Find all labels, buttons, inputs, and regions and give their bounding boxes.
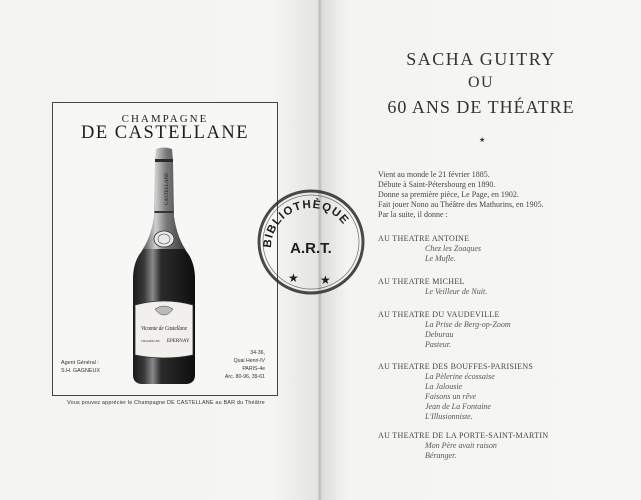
ad-address [211,349,265,381]
title-line-3: 60 ANS DE THÉATRE [387,97,575,117]
ad-address-line: 34-36, [250,350,265,356]
play-title: La Prise de Berg-op-Zoom [425,320,511,329]
stamp-center-text: A.R.T. [290,240,332,257]
label-place-text: EPERNAY [167,339,190,344]
title-line-1: SACHA GUITRY [406,49,556,69]
theatre-bouffes-parisiens [378,362,533,422]
theatre-name: AU THEATRE DU VAUDEVILLE [378,310,500,319]
ad-agent-line: Agent Général : [61,360,99,366]
label-small-text: CHAMPAGNE [141,339,160,343]
play-title: Le Veilleur de Nuit. [425,287,488,296]
ad-brand-top: CHAMPAGNE [121,113,209,125]
play-title: L'Illusionniste. [425,412,473,421]
theatre-name: AU THEATRE DE LA PORTE-SAINT-MARTIN [378,431,549,440]
intro-line: Débute à Saint-Pétersbourg en 1890. [378,180,496,189]
play-title: La Pèlerine écossaise [425,372,495,381]
ad-agent-line: S.H. GAGNEUX [61,368,100,374]
theatre-name: AU THEATRE MICHEL [378,277,465,286]
stamp-star-icon: ★ [320,273,331,287]
ad-caption: Vous pouvez apprécier le Champagne DE CASTELLANE au BAR du Théâtre [67,400,265,406]
label-script-text: Vicomte de Castellane [141,325,188,332]
theatre-name: AU THEATRE ANTOINE [378,234,470,243]
play-title: Faisons un rêve [425,392,477,401]
intro-line: Fait jouer Nono au Théâtre des Mathurins, en 1905. [378,200,544,209]
ad-address-line: PARIS-4e [242,366,265,372]
theatre-name: AU THEATRE DES BOUFFES-PARISIENS [378,362,534,371]
intro-line: Vient au monde le 21 février 1885. [378,170,490,179]
play-title: Le Mufle. [425,254,456,263]
champagne-advertisement [52,102,278,396]
library-stamp [254,186,368,298]
intro-paragraph [378,170,544,220]
ad-brand-main: DE CASTELLANE [81,123,249,143]
stamp-ring-text: BIBLIOTHÈQUE [261,198,351,249]
theatre-michel [378,277,487,297]
ad-address-line: Arc. 80-96, 39-61 [224,374,265,380]
title-line-2: OU [467,74,495,91]
play-title: Mon Père avait raison [425,441,497,450]
play-title: Pasteur. [425,340,451,349]
play-title: La Jalousie [425,382,463,391]
theatre-antoine [378,234,481,264]
champagne-bottle-illustration [131,147,197,385]
theatre-vaudeville [378,310,511,350]
intro-line: Donne sa première pièce, Le Page, en 1902. [378,190,519,199]
neck-label-text: CASTELLANE [165,172,170,205]
star-separator: ★ [479,136,486,144]
play-title: Jean de La Fontaine [425,402,491,411]
play-title: Béranger. [425,451,457,460]
play-title: Deburau [425,330,454,339]
stamp-star-icon: ★ [288,271,299,285]
theatre-porte-saint-martin [378,431,548,461]
ad-agent-info [61,359,100,375]
intro-line: Par la suite, il donne : [378,210,448,219]
play-title: Chez les Zoaques [425,244,481,253]
ad-address-line: Quai Henri-IV [233,358,265,364]
